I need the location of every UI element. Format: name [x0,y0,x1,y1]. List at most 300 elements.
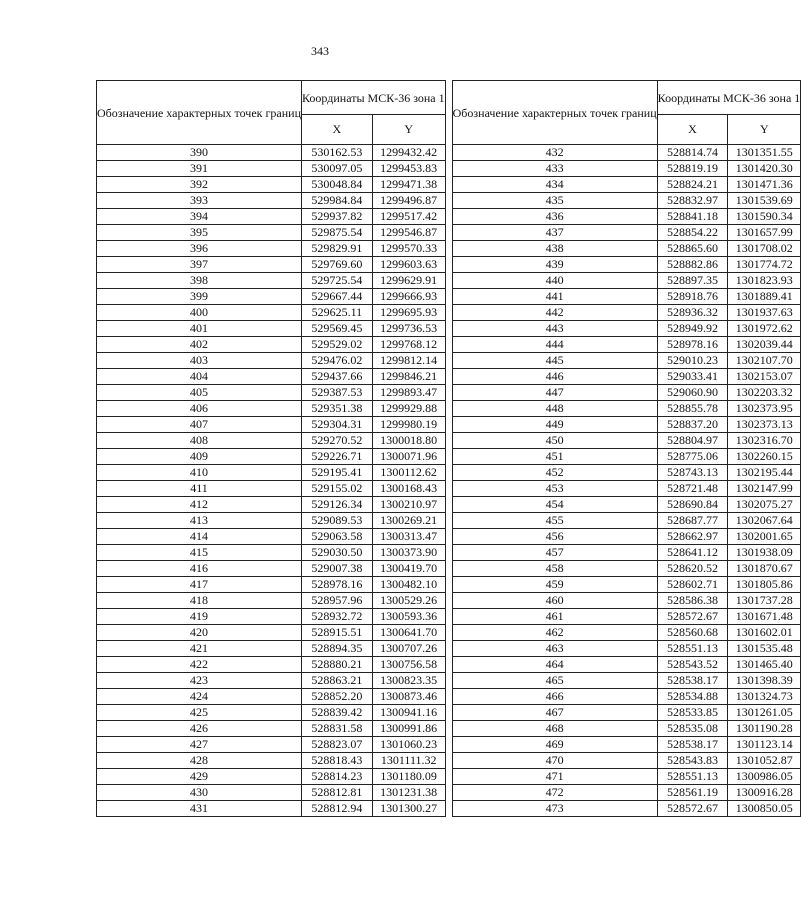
x-coordinate-cell: 528804.97 [657,433,728,449]
x-coordinate-cell: 529089.53 [302,513,373,529]
table-row [97,481,446,497]
point-number-cell: 452 [452,465,657,481]
y-coordinate-cell: 1299736.53 [372,321,445,337]
y-coordinate-cell: 1300986.05 [728,769,801,785]
table-row [97,545,446,561]
y-coordinate-cell: 1301737.28 [728,593,801,609]
table-row [97,257,446,273]
table-row [97,785,446,801]
table-row [452,705,801,721]
y-coordinate-cell: 1301231.38 [372,785,445,801]
table-row [452,545,801,561]
table-row [97,225,446,241]
y-coordinate-cell: 1300112.62 [372,465,445,481]
table-row [97,561,446,577]
point-number-cell: 404 [97,369,302,385]
table-row [452,737,801,753]
point-number-cell: 423 [97,673,302,689]
point-number-cell: 432 [452,145,657,161]
y-coordinate-cell: 1300873.46 [372,689,445,705]
table-row [97,433,446,449]
point-number-cell: 428 [97,753,302,769]
table-row [452,417,801,433]
y-coordinate-cell: 1302067.64 [728,513,801,529]
y-coordinate-cell: 1300373.90 [372,545,445,561]
point-number-cell: 408 [97,433,302,449]
y-coordinate-cell: 1299471.38 [372,177,445,193]
point-number-cell: 469 [452,737,657,753]
point-number-cell: 460 [452,593,657,609]
point-number-cell: 454 [452,497,657,513]
point-number-cell: 401 [97,321,302,337]
x-coordinate-cell: 529226.71 [302,449,373,465]
y-coordinate-cell: 1299517.42 [372,209,445,225]
x-coordinate-cell: 528915.51 [302,625,373,641]
table-row [452,513,801,529]
point-number-cell: 426 [97,721,302,737]
point-number-cell: 444 [452,337,657,353]
y-coordinate-cell: 1302001.65 [728,529,801,545]
y-coordinate-cell: 1301471.36 [728,177,801,193]
table-row [97,657,446,673]
y-coordinate-cell: 1299666.93 [372,289,445,305]
x-coordinate-cell: 528865.60 [657,241,728,257]
table-row [452,401,801,417]
point-number-cell: 449 [452,417,657,433]
y-coordinate-cell: 1299496.87 [372,193,445,209]
table-row [97,401,446,417]
x-coordinate-cell: 528824.21 [657,177,728,193]
y-coordinate-cell: 1301823.93 [728,273,801,289]
point-number-cell: 434 [452,177,657,193]
designation-header: Обозначение характерных точек границ [97,81,302,145]
x-coordinate-cell: 528662.97 [657,529,728,545]
x-coordinate-cell: 529625.11 [302,305,373,321]
x-coordinate-cell: 529569.45 [302,321,373,337]
table-row [452,449,801,465]
x-coordinate-cell: 528978.16 [657,337,728,353]
point-number-cell: 443 [452,321,657,337]
x-header: X [657,115,728,145]
point-number-cell: 427 [97,737,302,753]
table-row [97,449,446,465]
x-coordinate-cell: 528687.77 [657,513,728,529]
point-number-cell: 435 [452,193,657,209]
point-number-cell: 446 [452,369,657,385]
table-row [452,145,801,161]
point-number-cell: 418 [97,593,302,609]
point-number-cell: 390 [97,145,302,161]
y-coordinate-cell: 1299603.63 [372,257,445,273]
x-coordinate-cell: 529195.41 [302,465,373,481]
x-coordinate-cell: 528543.83 [657,753,728,769]
x-coordinate-cell: 528894.35 [302,641,373,657]
x-coordinate-cell: 528936.32 [657,305,728,321]
x-coordinate-cell: 528839.42 [302,705,373,721]
x-coordinate-cell: 528690.84 [657,497,728,513]
x-coordinate-cell: 529033.41 [657,369,728,385]
point-number-cell: 471 [452,769,657,785]
x-coordinate-cell: 529937.82 [302,209,373,225]
table-row [452,529,801,545]
table-row [452,753,801,769]
point-number-cell: 439 [452,257,657,273]
x-coordinate-cell: 529725.54 [302,273,373,289]
point-number-cell: 410 [97,465,302,481]
y-coordinate-cell: 1302203.32 [728,385,801,401]
point-number-cell: 395 [97,225,302,241]
x-coordinate-cell: 528551.13 [657,641,728,657]
y-coordinate-cell: 1302260.15 [728,449,801,465]
y-coordinate-cell: 1299980.19 [372,417,445,433]
point-number-cell: 403 [97,353,302,369]
x-coordinate-cell: 528538.17 [657,737,728,753]
point-number-cell: 406 [97,401,302,417]
y-coordinate-cell: 1300756.58 [372,657,445,673]
point-number-cell: 458 [452,561,657,577]
table-row [452,433,801,449]
point-number-cell: 442 [452,305,657,321]
x-coordinate-cell: 528721.48 [657,481,728,497]
y-coordinate-cell: 1301870.67 [728,561,801,577]
x-coordinate-cell: 528949.92 [657,321,728,337]
table-body-left [97,145,446,817]
point-number-cell: 440 [452,273,657,289]
x-coordinate-cell: 528841.18 [657,209,728,225]
table-row [452,497,801,513]
table-row [452,177,801,193]
point-number-cell: 450 [452,433,657,449]
table-row [452,209,801,225]
x-coordinate-cell: 529667.44 [302,289,373,305]
x-coordinate-cell: 529476.02 [302,353,373,369]
table-row [97,497,446,513]
y-coordinate-cell: 1300850.05 [728,801,801,817]
y-coordinate-cell: 1301602.01 [728,625,801,641]
point-number-cell: 392 [97,177,302,193]
table-row [97,369,446,385]
x-coordinate-cell: 530162.53 [302,145,373,161]
y-coordinate-cell: 1299432.42 [372,145,445,161]
coords-header: Координаты МСК-36 зона 1 [657,81,801,115]
point-number-cell: 413 [97,513,302,529]
point-number-cell: 394 [97,209,302,225]
y-coordinate-cell: 1300210.97 [372,497,445,513]
y-coordinate-cell: 1301324.73 [728,689,801,705]
table-row [452,689,801,705]
point-number-cell: 430 [97,785,302,801]
point-number-cell: 470 [452,753,657,769]
table-row [97,385,446,401]
y-coordinate-cell: 1299929.88 [372,401,445,417]
x-coordinate-cell: 528814.23 [302,769,373,785]
table-row [97,801,446,817]
y-coordinate-cell: 1301774.72 [728,257,801,273]
x-coordinate-cell: 528855.78 [657,401,728,417]
x-coordinate-cell: 528854.22 [657,225,728,241]
y-coordinate-cell: 1302373.95 [728,401,801,417]
point-number-cell: 448 [452,401,657,417]
point-number-cell: 438 [452,241,657,257]
table-row [452,257,801,273]
y-coordinate-cell: 1302039.44 [728,337,801,353]
table-row [452,593,801,609]
table-row [97,609,446,625]
point-number-cell: 441 [452,289,657,305]
y-coordinate-cell: 1301708.02 [728,241,801,257]
point-number-cell: 391 [97,161,302,177]
table-row [452,289,801,305]
x-coordinate-cell: 528534.88 [657,689,728,705]
point-number-cell: 465 [452,673,657,689]
y-coordinate-cell: 1301300.27 [372,801,445,817]
point-number-cell: 416 [97,561,302,577]
x-coordinate-cell: 528572.67 [657,609,728,625]
table-row [97,705,446,721]
x-coordinate-cell: 528819.19 [657,161,728,177]
x-coordinate-cell: 529270.52 [302,433,373,449]
point-number-cell: 417 [97,577,302,593]
y-coordinate-cell: 1301111.32 [372,753,445,769]
y-coordinate-cell: 1299695.93 [372,305,445,321]
y-coordinate-cell: 1301398.39 [728,673,801,689]
table-row [97,273,446,289]
point-number-cell: 399 [97,289,302,305]
x-coordinate-cell: 528543.52 [657,657,728,673]
x-coordinate-cell: 528818.43 [302,753,373,769]
table-row [452,769,801,785]
point-number-cell: 447 [452,385,657,401]
x-coordinate-cell: 528832.97 [657,193,728,209]
table-row [452,577,801,593]
y-coordinate-cell: 1299546.87 [372,225,445,241]
point-number-cell: 433 [452,161,657,177]
y-coordinate-cell: 1300482.10 [372,577,445,593]
y-coordinate-cell: 1302153.07 [728,369,801,385]
y-coordinate-cell: 1300593.36 [372,609,445,625]
y-coordinate-cell: 1300941.16 [372,705,445,721]
x-coordinate-cell: 528775.06 [657,449,728,465]
x-coordinate-cell: 528743.13 [657,465,728,481]
point-number-cell: 467 [452,705,657,721]
table-row [97,465,446,481]
point-number-cell: 472 [452,785,657,801]
table-row [452,641,801,657]
table-row [97,353,446,369]
x-coordinate-cell: 528551.13 [657,769,728,785]
y-coordinate-cell: 1301539.69 [728,193,801,209]
x-coordinate-cell: 528852.20 [302,689,373,705]
point-number-cell: 461 [452,609,657,625]
x-coordinate-cell: 528978.16 [302,577,373,593]
table-row [97,625,446,641]
table-row [97,337,446,353]
y-coordinate-cell: 1301190.28 [728,721,801,737]
table-row [452,481,801,497]
x-coordinate-cell: 529304.31 [302,417,373,433]
table-row [452,801,801,817]
y-coordinate-cell: 1301351.55 [728,145,801,161]
y-coordinate-cell: 1301420.30 [728,161,801,177]
point-number-cell: 459 [452,577,657,593]
y-coordinate-cell: 1301590.34 [728,209,801,225]
table-row [452,721,801,737]
y-coordinate-cell: 1301180.09 [372,769,445,785]
point-number-cell: 405 [97,385,302,401]
x-coordinate-cell: 529155.02 [302,481,373,497]
table-row [97,145,446,161]
x-coordinate-cell: 528586.38 [657,593,728,609]
point-number-cell: 453 [452,481,657,497]
table-row [97,641,446,657]
x-coordinate-cell: 528831.58 [302,721,373,737]
table-row [97,241,446,257]
table-row [452,385,801,401]
x-coordinate-cell: 529829.91 [302,241,373,257]
table-row [452,353,801,369]
y-coordinate-cell: 1299453.83 [372,161,445,177]
x-coordinate-cell: 528602.71 [657,577,728,593]
point-number-cell: 422 [97,657,302,673]
table-row [97,673,446,689]
table-row [452,625,801,641]
point-number-cell: 445 [452,353,657,369]
y-coordinate-cell: 1302075.27 [728,497,801,513]
table-row [97,193,446,209]
y-coordinate-cell: 1300313.47 [372,529,445,545]
x-coordinate-cell: 528880.21 [302,657,373,673]
x-coordinate-cell: 528897.35 [657,273,728,289]
x-coordinate-cell: 529875.54 [302,225,373,241]
table-row [452,193,801,209]
y-coordinate-cell: 1301805.86 [728,577,801,593]
table-row [452,161,801,177]
point-number-cell: 466 [452,689,657,705]
x-header: X [302,115,373,145]
x-coordinate-cell: 528823.07 [302,737,373,753]
point-number-cell: 414 [97,529,302,545]
y-coordinate-cell: 1300991.86 [372,721,445,737]
x-coordinate-cell: 528932.72 [302,609,373,625]
table-row [452,785,801,801]
table-row [452,609,801,625]
y-coordinate-cell: 1300071.96 [372,449,445,465]
x-coordinate-cell: 529387.53 [302,385,373,401]
x-coordinate-cell: 528533.85 [657,705,728,721]
point-number-cell: 396 [97,241,302,257]
y-header: Y [728,115,801,145]
y-coordinate-cell: 1299768.12 [372,337,445,353]
table-row [97,417,446,433]
y-coordinate-cell: 1301465.40 [728,657,801,673]
table-row [452,369,801,385]
x-coordinate-cell: 529010.23 [657,353,728,369]
point-number-cell: 412 [97,497,302,513]
y-coordinate-cell: 1302373.13 [728,417,801,433]
table-row [97,689,446,705]
table-row [97,737,446,753]
table-row [97,321,446,337]
y-coordinate-cell: 1301052.87 [728,753,801,769]
x-coordinate-cell: 528572.67 [657,801,728,817]
x-coordinate-cell: 528535.08 [657,721,728,737]
point-number-cell: 393 [97,193,302,209]
table-row [452,465,801,481]
point-number-cell: 407 [97,417,302,433]
y-coordinate-cell: 1301060.23 [372,737,445,753]
x-coordinate-cell: 529351.38 [302,401,373,417]
table-row [97,577,446,593]
point-number-cell: 397 [97,257,302,273]
y-coordinate-cell: 1300018.80 [372,433,445,449]
x-coordinate-cell: 528560.68 [657,625,728,641]
point-number-cell: 455 [452,513,657,529]
table-row [97,769,446,785]
x-coordinate-cell: 528837.20 [657,417,728,433]
table-row [97,529,446,545]
x-coordinate-cell: 528641.12 [657,545,728,561]
table-row [97,209,446,225]
point-number-cell: 419 [97,609,302,625]
x-coordinate-cell: 528812.81 [302,785,373,801]
y-coordinate-cell: 1299570.33 [372,241,445,257]
coordinates-tables [96,80,801,817]
point-number-cell: 473 [452,801,657,817]
x-coordinate-cell: 529126.34 [302,497,373,513]
point-number-cell: 409 [97,449,302,465]
point-number-cell: 420 [97,625,302,641]
point-number-cell: 415 [97,545,302,561]
x-coordinate-cell: 528957.96 [302,593,373,609]
y-coordinate-cell: 1301671.48 [728,609,801,625]
point-number-cell: 425 [97,705,302,721]
point-number-cell: 411 [97,481,302,497]
y-coordinate-cell: 1299629.91 [372,273,445,289]
y-coordinate-cell: 1301889.41 [728,289,801,305]
point-number-cell: 451 [452,449,657,465]
table-row [452,321,801,337]
point-number-cell: 398 [97,273,302,289]
x-coordinate-cell: 528561.19 [657,785,728,801]
x-coordinate-cell: 529060.90 [657,385,728,401]
table-row [97,513,446,529]
x-coordinate-cell: 528814.74 [657,145,728,161]
y-coordinate-cell: 1300419.70 [372,561,445,577]
table-row [452,337,801,353]
x-coordinate-cell: 530097.05 [302,161,373,177]
table-row [97,161,446,177]
point-number-cell: 400 [97,305,302,321]
y-coordinate-cell: 1300168.43 [372,481,445,497]
point-number-cell: 457 [452,545,657,561]
y-coordinate-cell: 1300707.26 [372,641,445,657]
point-number-cell: 456 [452,529,657,545]
y-coordinate-cell: 1301657.99 [728,225,801,241]
y-coordinate-cell: 1301937.63 [728,305,801,321]
x-coordinate-cell: 528620.52 [657,561,728,577]
x-coordinate-cell: 528882.86 [657,257,728,273]
x-coordinate-cell: 529529.02 [302,337,373,353]
x-coordinate-cell: 528863.21 [302,673,373,689]
y-coordinate-cell: 1301123.14 [728,737,801,753]
y-coordinate-cell: 1300641.70 [372,625,445,641]
point-number-cell: 468 [452,721,657,737]
table-row [452,305,801,321]
table-row [452,561,801,577]
designation-header: Обозначение характерных точек границ [452,81,657,145]
point-number-cell: 431 [97,801,302,817]
point-number-cell: 437 [452,225,657,241]
